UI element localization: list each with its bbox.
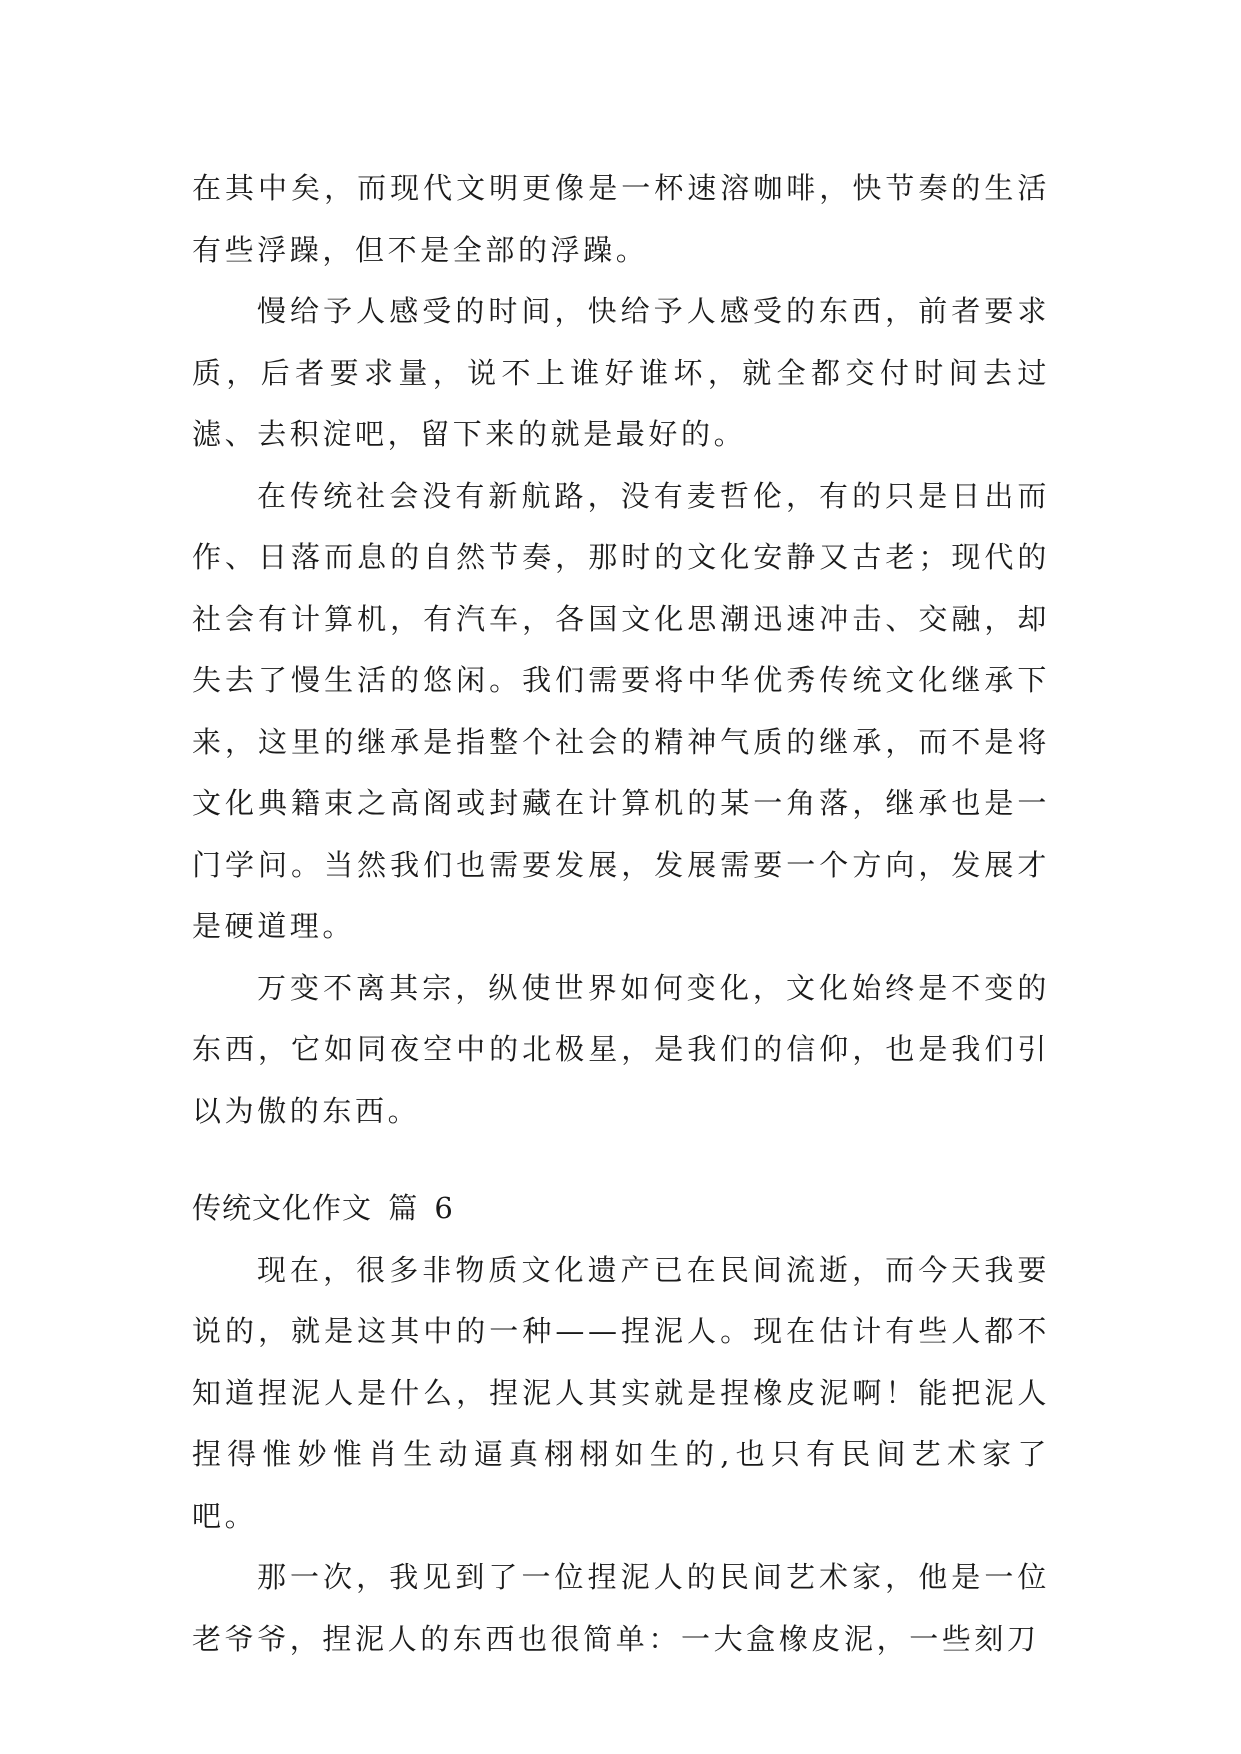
paragraph: 万变不离其宗，纵使世界如何变化，文化始终是不变的东西，它如同夜空中的北极星，是我们的信仰，也是我们引以为傲的东西。 [192,970,1050,1128]
paragraph: 在传统社会没有新航路，没有麦哲伦，有的只是日出而作、日落而息的自然节奏，那时的文化安静又古老；现代的社会有计算机，有汽车，各国文化思潮迅速冲击、交融，却失去了慢生活的悠闲。我们需要将中华优秀传统文化继承下来，这里的继承是指整个社会的精神气质的继承，而不是将文化典籍束之高阁或封藏在计算机的某一角落，继承也是一门学问。当然我们也需要发展，发展需要一个方向，发展才是硬道理。 [192,478,1050,943]
section-heading: 传统文化作文 篇 6 [192,1191,454,1225]
paragraph: 那一次，我见到了一位捏泥人的民间艺术家，他是一位老爷爷，捏泥人的东西也很简单：一大盒橡皮泥，一些刻刀 [192,1560,1050,1656]
paragraph: 现在，很多非物质文化遗产已在民间流逝，而今天我要说的，就是这其中的一种——捏泥人。现在估计有些人都不知道捏泥人是什么，捏泥人其实就是捏橡皮泥啊！能把泥人捏得惟妙惟肖生动逼真栩栩如生的,也只有民间艺术家了吧。 [192,1252,1050,1533]
paragraph: 慢给予人感受的时间，快给予人感受的东西，前者要求质，后者要求量，说不上谁好谁坏，就全都交付时间去过滤、去积淀吧，留下来的就是最好的。 [192,294,1050,451]
document-body [192,158,1050,1670]
section-gap [192,1142,1050,1178]
paragraph: 在其中矣，而现代文明更像是一杯速溶咖啡，快节奏的生活有些浮躁，但不是全部的浮躁。 [192,171,1050,267]
